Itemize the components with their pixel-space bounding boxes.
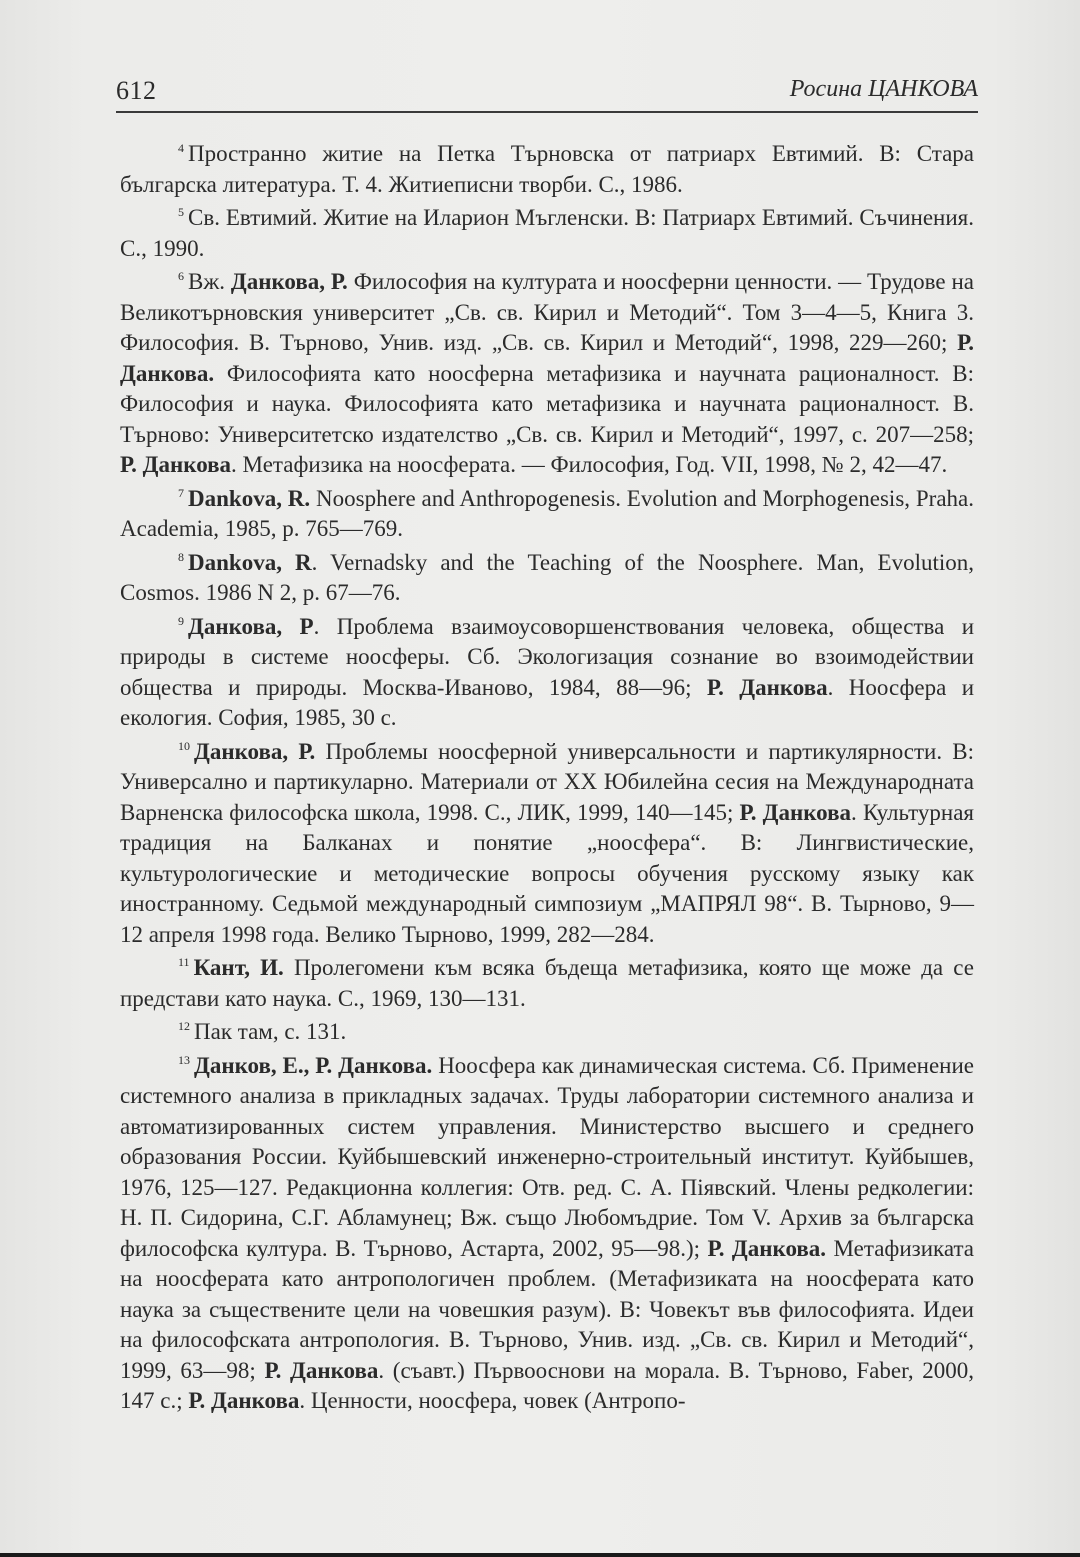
footnote-text: . (съавт.) Първооснови на морала. В. Търново, Faber, 2000, 147 с.; — [120, 1357, 974, 1413]
footnote-number: 6 — [178, 269, 184, 283]
footnote-author: Р. Данкова — [264, 1357, 379, 1383]
page-number: 612 — [116, 76, 157, 105]
footnote-text: . Ноосфера и екология. София, 1985, 30 с. — [120, 674, 975, 730]
footnote-text: Noosphere and Anthropogenesis. Evolution and Morphogenesis, Praha. Academia, 1985, p. 765—769. — [120, 485, 974, 541]
footnote-number: 8 — [178, 549, 184, 564]
footnote-author: Р. Данкова — [120, 452, 232, 477]
footnote-text: . Vernadsky and the Teaching of the Noosphere. Man, Evolution, Cosmos. 1986 N 2, p. 67—76. — [120, 549, 974, 605]
footnote-number: 5 — [178, 205, 184, 219]
footnote-author: Кант, И. — [193, 955, 284, 980]
footnote-text: . Культурная традиция на Балканах и понятие „ноосфера“. В: Лингвистические, культурологические и методические вопросы обучения русскому языку как иностранному. Седьмой международный симпозиум „МАПРЯЛ 98“. В. Тырново, 9—12 апреля 1998 года. Велико Тырново, 1999, 282—284. — [120, 799, 974, 947]
footnote-text: . Ценности, ноосфера, човек (Антропо- — [299, 1388, 686, 1413]
footnote-number: 11 — [178, 955, 190, 969]
footnote-author: Р. Данкова. — [120, 330, 974, 386]
scan-bottom-edge — [0, 1553, 1080, 1557]
footnote-text: Пак там, с. 131. — [194, 1019, 347, 1044]
footnote-number: 7 — [178, 485, 184, 500]
footnote — [120, 203, 974, 264]
footnote-number: 13 — [178, 1052, 190, 1067]
footnote-author: Р. Данкова — [706, 674, 828, 700]
footnote — [120, 737, 974, 951]
footnote-text: Ноосфера как динамическая система. Сб. Применение системного анализа в прикладных задачах. Труды лаборатории системного анализа и автоматизированных систем управления. Министерство высшего и среднего образования России. Куйбышевский инженерно-строительный институт. Куйбышев, 1976, 125—127. Редакционна коллегия: Отв. ред. С. А. Піявский. Члены редколегии: Н. П. Сидорина, С.Г. Абламунец; Вж. също Любомъдрие. Том V. Архив за българска философска култура. В. Търново, Астарта, 2002, 95—98.); — [120, 1052, 975, 1261]
footnote-author: Данкова, Р — [188, 613, 314, 639]
footnote-text: Проблемы ноосферной универсальности и партикулярности. В: Универсално и партикуларно. Материали от XX Юбилейна сесия на Международната Варненска философска школа, 1998. С., ЛИК, 1999, 140—145; — [120, 738, 975, 825]
footnote — [120, 548, 974, 609]
footnote — [120, 953, 974, 1014]
footnote-text: Пролегомени към всяка бъдеща метафизика, която ще може да се представи като наука. С., 1969, 130—131. — [120, 955, 974, 1011]
footnote — [120, 612, 974, 734]
running-head: Росина ЦАНКОВА — [789, 76, 978, 102]
footnote — [120, 484, 974, 545]
footnote — [120, 1051, 974, 1417]
footnote-text: . Проблема взаимоусовоpшенствования человека, общества и природы в системе ноосферы. Сб. Экологизация сознание во взоимодействии общества и природы. Москва-Иваново, 1984, 88—96; — [120, 613, 974, 700]
footnote-author: Dankova, R. — [188, 485, 311, 511]
footnote-text: Св. Евтимий. Житие на Иларион Мъгленски. В: Патриарх Евтимий. Съчинения. С., 1990. — [120, 205, 974, 261]
header-rule — [116, 111, 978, 113]
footnote-text: . Метафизика на ноосферата. — Философия, Год. VII, 1998, № 2, 42—47. — [231, 452, 948, 477]
page-header — [116, 70, 978, 112]
footnote-author: Данков, Е., Р. Данкова. — [194, 1052, 433, 1078]
footnote — [120, 1017, 974, 1048]
footnote-author: Данкова, Р. — [230, 269, 348, 294]
footnote-author: Р. Данкова — [739, 799, 852, 825]
footnote-number: 4 — [178, 141, 184, 155]
footnote-author: Р. Данкова — [188, 1388, 300, 1413]
footnote-author: Dankova, R — [188, 549, 312, 575]
footnote-text: Вж. — [188, 269, 231, 294]
footnote-text: Метафизиката на ноосферата като антропологичен проблем. (Метафизиката на ноосферата като наука за съществените цели на човешкия разум). В: Човекът във философията. Идеи на философската антропология. В. Търново, Унив. изд. „Св. св. Кирил и Методий“, 1999, 63—98; — [120, 1235, 974, 1383]
footnote-author: Р. Данкова. — [707, 1235, 827, 1261]
footnote-number: 9 — [178, 613, 184, 628]
footnote — [120, 139, 974, 200]
footnote-text: Философия на културата и ноосферни ценности. — Трудове на Великотърновския университет „Св. св. Кирил и Методий“. Том 3—4—5, Книга 3. Философия. В. Търново, Унив. изд. „Св. св. Кирил и Методий“, 1998, 229—260; — [120, 269, 975, 355]
footnote-text: Пространно житие на Петка Търновска от патриарх Евтимий. В: Стара българска литература. Т. 4. Житиеписни творби. С., 1986. — [120, 141, 974, 197]
footnotes-block — [120, 139, 974, 1420]
footnote — [120, 267, 974, 481]
footnote-author: Данкова, Р. — [194, 738, 316, 764]
footnote-number: 12 — [178, 1019, 190, 1033]
footnote-text: Философията като ноосферна метафизика и научната рационалност. В: Философия и наука. Философията като метафизика и научната рационалност. В. Търново: Университетско издателство „Св. св. Кирил и Методий“, 1997, с. 207—258; — [120, 360, 974, 447]
footnote-number: 10 — [178, 738, 190, 753]
